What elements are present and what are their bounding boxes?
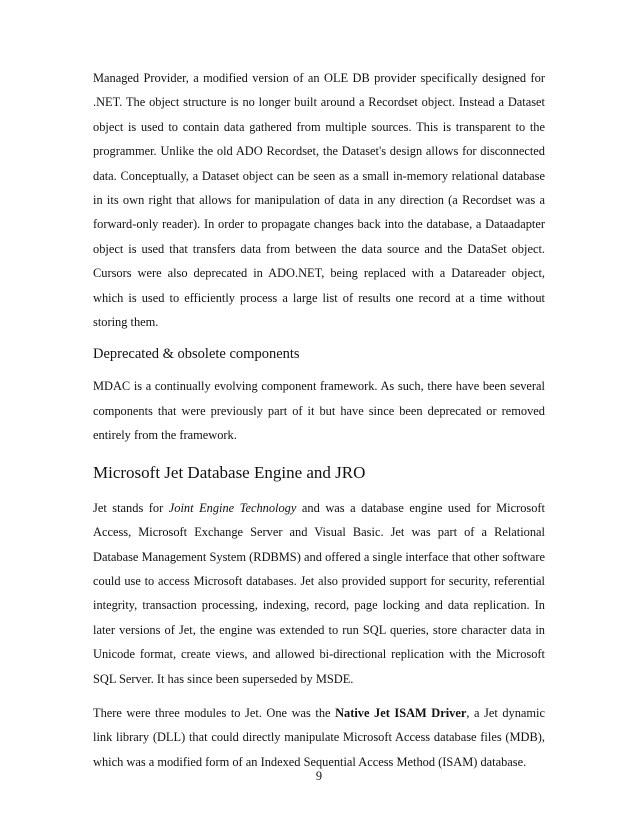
- heading-deprecated-components: Deprecated & obsolete components: [93, 346, 300, 363]
- modules-text-rest: , a Jet dynamic link library (DLL) that could directly manipulate Microsoft Access database files (MDB), which was a modified form of an Indexed Sequential Access Method (ISAM) database.: [93, 705, 545, 769]
- modules-text-start: There were three modules to Jet. One was the: [93, 705, 336, 720]
- page-number: 9: [315, 769, 323, 783]
- paragraph-mdac: MDAC is a continually evolving component framework. As such, there have been several components that were previously part of it but have since been deprecated or removed entirely from the framework.: [93, 379, 545, 443]
- paragraph-jet: [93, 496, 545, 691]
- heading-jet-engine: Microsoft Jet Database Engine and JRO: [93, 462, 366, 482]
- paragraph-jet-modules: [93, 701, 545, 774]
- jet-acronym-italic: Joint Engine Technology: [168, 500, 297, 515]
- document-page: [93, 66, 545, 774]
- jet-text-rest: and was a database engine used for Microsoft Access, Microsoft Exchange Server and Visual Basic. Jet was part of a Relational Database Management System (RDBMS) and offered a single interface that other software could use to access Microsoft databases. Jet also provided support for security, referential integrity, transaction processing, indexing, record, page locking and data replication. In later versions of Jet, the engine was extended to run SQL queries, store character data in Unicode format, create views, and allowed bi-directional replication with the Microsoft SQL Server. It has since been superseded by MSDE.: [93, 500, 545, 686]
- native-isam-driver-bold: Native Jet ISAM Driver: [335, 705, 467, 720]
- jet-text-start: Jet stands for: [93, 500, 169, 515]
- paragraph-ado-net: Managed Provider, a modified version of an OLE DB provider specifically designed for .NET. The object structure is no longer built around a Recordset object. Instead a Dataset object is used to contain data gathered from multiple sources. This is transparent to the programmer. Unlike the old ADO Recordset, the Dataset's design allows for disconnected data. Conceptually, a Dataset object can be seen as a small in-memory relational database in its own right that allows for manipulation of data in any direction (a Recordset was a forward-only reader). In order to propagate changes back into the database, a Dataadapter object is used that transfers data from between the data source and the DataSet object. Cursors were also deprecated in ADO.NET, being replaced with a Datareader object, which is used to efficiently process a large list of results one record at a time without storing them.: [93, 71, 545, 330]
